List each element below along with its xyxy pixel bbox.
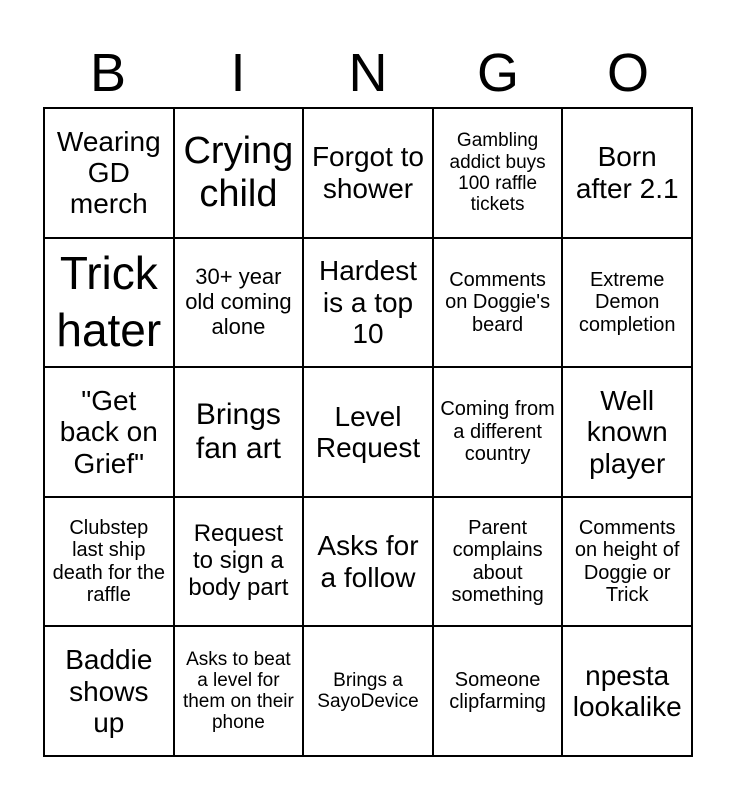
cell-text: Forgot to shower: [311, 141, 425, 204]
cell-text: Comments on Doggie's beard: [445, 268, 551, 336]
bingo-cell[interactable]: [562, 497, 692, 627]
bingo-header: [43, 38, 693, 108]
cell-text: Level Request: [315, 400, 421, 463]
cell-text: "Get back on Grief": [59, 384, 158, 479]
bingo-cell[interactable]: [44, 367, 174, 497]
bingo-grid: [43, 107, 693, 757]
bingo-cell[interactable]: [174, 108, 304, 238]
bingo-cell[interactable]: [562, 367, 692, 497]
bingo-cell[interactable]: [303, 497, 433, 627]
cell-text: Comments on height of Doggie or Trick: [574, 516, 680, 606]
bingo-cell[interactable]: [174, 497, 304, 627]
bingo-cell[interactable]: [44, 238, 174, 368]
bingo-cell[interactable]: [44, 108, 174, 238]
cell-text: Parent complains about something: [451, 516, 544, 606]
bingo-cell[interactable]: [433, 497, 563, 627]
bingo-cell[interactable]: [174, 238, 304, 368]
bingo-cell[interactable]: [562, 238, 692, 368]
bingo-cell[interactable]: [44, 626, 174, 756]
header-letter-i: I: [230, 43, 246, 103]
bingo-cell[interactable]: [174, 367, 304, 497]
cell-text: Asks for a follow: [317, 530, 419, 593]
header-letter-n: N: [348, 43, 388, 103]
cell-text: Born after 2.1: [575, 141, 679, 204]
cell-text: 30+ year old coming alone: [185, 264, 292, 339]
cell-text: npesta lookalike: [572, 659, 682, 723]
header-letter-b: B: [89, 43, 127, 103]
cell-text: Hardest is a top 10: [318, 255, 418, 350]
cell-text: Coming from a different country: [440, 398, 555, 466]
cell-text: Request to sign a body part: [188, 520, 289, 602]
bingo-cell[interactable]: [174, 626, 304, 756]
bingo-cell[interactable]: [433, 108, 563, 238]
cell-text: Baddie shows up: [65, 644, 153, 738]
cell-text: Trick hater: [56, 246, 162, 357]
bingo-cell[interactable]: [303, 238, 433, 368]
bingo-cell[interactable]: [303, 367, 433, 497]
header-letter-o: O: [606, 43, 649, 103]
bingo-cell[interactable]: [562, 626, 692, 756]
cell-text: Asks to beat a level for them on their phone: [182, 648, 294, 734]
bingo-cell[interactable]: [44, 497, 174, 627]
cell-text: Well known player: [586, 384, 668, 479]
bingo-cell[interactable]: [303, 108, 433, 238]
cell-text: Brings fan art: [195, 398, 281, 465]
header-letter-g: G: [476, 43, 519, 103]
bingo-cell[interactable]: [433, 238, 563, 368]
cell-text: Gambling addict buys 100 raffle tickets: [449, 130, 546, 216]
bingo-cell[interactable]: [433, 367, 563, 497]
cell-text: Crying child: [183, 130, 294, 215]
bingo-cell[interactable]: [303, 626, 433, 756]
cell-text: Clubstep last ship death for the raffle: [52, 516, 165, 606]
cell-text: Brings a SayoDevice: [317, 669, 419, 713]
cell-text: Extreme Demon completion: [578, 268, 676, 336]
cell-text: Wearing GD merch: [56, 125, 161, 220]
bingo-cell[interactable]: [433, 626, 563, 756]
bingo-cell[interactable]: [562, 108, 692, 238]
cell-text: Someone clipfarming: [449, 668, 546, 714]
